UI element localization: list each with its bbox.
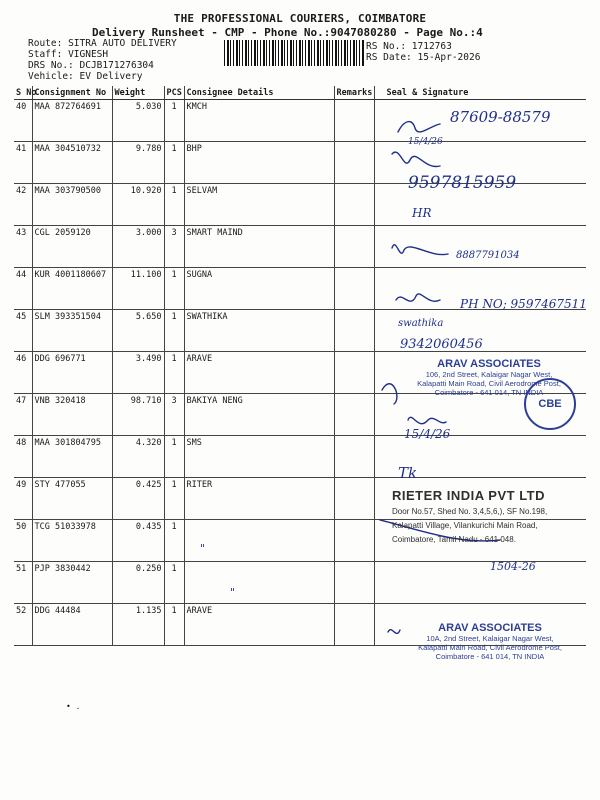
cell-pcs: 1 bbox=[164, 100, 184, 142]
drs-row bbox=[28, 60, 154, 71]
cell-remarks bbox=[334, 520, 374, 562]
col-header-consignee: Consignee Details bbox=[184, 86, 334, 100]
table-row bbox=[14, 100, 586, 142]
handwritten-phone: 87609-88579 bbox=[450, 108, 551, 126]
stamp-address-line: 10A, 2nd Street, Kalaigar Nagar West, bbox=[426, 634, 554, 643]
cell-consignee: SMS bbox=[184, 436, 334, 478]
cell-pcs: 3 bbox=[164, 394, 184, 436]
rieter-stamp bbox=[392, 488, 547, 545]
staff-label: Staff: bbox=[28, 49, 63, 60]
cell-sno: 46 bbox=[14, 352, 32, 394]
rs-number-row bbox=[366, 41, 452, 52]
cell-consignee bbox=[184, 562, 334, 604]
handwritten-note: HR bbox=[412, 206, 432, 220]
sheet-subtitle: Delivery Runsheet - CMP - Phone No.:9047080280 - Page No.:4 bbox=[92, 26, 483, 39]
staff-value: VIGNESH bbox=[68, 49, 109, 60]
col-header-weight: Weight bbox=[112, 86, 164, 100]
col-header-consignment: Consignment No bbox=[32, 86, 112, 100]
cell-remarks bbox=[334, 352, 374, 394]
vehicle-label: Vehicle: bbox=[28, 71, 74, 82]
stamp-address-line: Coimbatore - 641 014, TN INDIA bbox=[435, 652, 545, 661]
cell-signature bbox=[374, 436, 586, 478]
cell-sno: 50 bbox=[14, 520, 32, 562]
handwritten-date: 1504-26 bbox=[490, 560, 536, 573]
cell-consignment: PJP 3830442 bbox=[32, 562, 112, 604]
route-label: Route: bbox=[28, 38, 63, 49]
cell-consignment: SLM 393351504 bbox=[32, 310, 112, 352]
cell-consignment: MAA 301804795 bbox=[32, 436, 112, 478]
cell-sno: 43 bbox=[14, 226, 32, 268]
stamp-company: ARAV ASSOCIATES bbox=[437, 358, 541, 370]
handwritten-phone: 9597815959 bbox=[408, 173, 517, 193]
handwritten-phone: 8887791034 bbox=[456, 250, 520, 261]
cell-sno: 47 bbox=[14, 394, 32, 436]
barcode bbox=[224, 40, 364, 66]
stamp-company: RIETER INDIA PVT LTD bbox=[392, 488, 545, 503]
cell-consignment: MAA 304510732 bbox=[32, 142, 112, 184]
table-row bbox=[14, 436, 586, 478]
rs-number-label: RS No.: bbox=[366, 41, 407, 52]
table-row bbox=[14, 184, 586, 226]
cell-consignee: SMART MAIND bbox=[184, 226, 334, 268]
cell-pcs: 1 bbox=[164, 184, 184, 226]
cell-sno: 40 bbox=[14, 100, 32, 142]
cell-pcs: 3 bbox=[164, 226, 184, 268]
cell-consignee bbox=[184, 520, 334, 562]
arav-stamp-2 bbox=[410, 622, 570, 661]
cell-signature bbox=[374, 562, 586, 604]
cell-weight: 3.000 bbox=[112, 226, 164, 268]
cell-pcs: 1 bbox=[164, 310, 184, 352]
table-row bbox=[14, 562, 586, 604]
cell-sno: 48 bbox=[14, 436, 32, 478]
handwritten-phone: PH NO; 9597467511 bbox=[460, 297, 587, 311]
cell-weight: 1.135 bbox=[112, 604, 164, 646]
cell-consignment: DDG 696771 bbox=[32, 352, 112, 394]
vehicle-value: EV Delivery bbox=[79, 71, 143, 82]
handwritten-phone: 9342060456 bbox=[400, 337, 483, 352]
sheet-title: THE PROFESSIONAL COURIERS, COIMBATORE bbox=[173, 12, 427, 25]
ditto-mark: " bbox=[230, 586, 236, 599]
cell-consignee: SELVAM bbox=[184, 184, 334, 226]
cell-remarks bbox=[334, 562, 374, 604]
route-row bbox=[28, 38, 177, 49]
table-row bbox=[14, 226, 586, 268]
cell-remarks bbox=[334, 100, 374, 142]
rs-date-row bbox=[366, 52, 480, 63]
cell-weight: 0.425 bbox=[112, 478, 164, 520]
col-header-pcs: PCS bbox=[164, 86, 184, 100]
col-header-signature: Seal & Signature bbox=[374, 86, 586, 100]
cell-sno: 44 bbox=[14, 268, 32, 310]
cell-consignment: MAA 872764691 bbox=[32, 100, 112, 142]
cell-signature bbox=[374, 268, 586, 310]
cell-weight: 0.435 bbox=[112, 520, 164, 562]
cell-sno: 41 bbox=[14, 142, 32, 184]
stamp-address-line: 106, 2nd Street, Kalaigar Nagar West, bbox=[425, 370, 553, 379]
drs-label: DRS No.: bbox=[28, 60, 74, 71]
table-row bbox=[14, 394, 586, 436]
cell-sno: 42 bbox=[14, 184, 32, 226]
cell-signature bbox=[374, 100, 586, 142]
cell-weight: 4.320 bbox=[112, 436, 164, 478]
col-header-remarks: Remarks bbox=[334, 86, 374, 100]
rs-date-value: 15-Apr-2026 bbox=[417, 52, 481, 63]
cell-pcs: 1 bbox=[164, 352, 184, 394]
vehicle-row bbox=[28, 71, 142, 82]
cell-consignee: ARAVE bbox=[184, 352, 334, 394]
round-seal-stamp: CBE bbox=[524, 378, 576, 430]
cell-consignee: SUGNA bbox=[184, 268, 334, 310]
cell-sno: 49 bbox=[14, 478, 32, 520]
stamp-address-line: Kalapatti Main Road, Civil Aerodrome Post, bbox=[418, 643, 562, 652]
cell-consignee: RITER bbox=[184, 478, 334, 520]
cell-consignment: MAA 303790500 bbox=[32, 184, 112, 226]
cell-consignee: KMCH bbox=[184, 100, 334, 142]
cell-signature bbox=[374, 226, 586, 268]
cell-remarks bbox=[334, 394, 374, 436]
cell-consignment: TCG 51033978 bbox=[32, 520, 112, 562]
cell-remarks bbox=[334, 604, 374, 646]
cell-signature bbox=[374, 184, 586, 226]
cell-sno: 45 bbox=[14, 310, 32, 352]
drs-value: DCJB171276304 bbox=[79, 60, 154, 71]
route-value: SITRA AUTO DELIVERY bbox=[68, 38, 177, 49]
handwritten-date: 15/4/26 bbox=[404, 427, 451, 441]
cell-pcs: 1 bbox=[164, 478, 184, 520]
handwritten-note: Tk bbox=[398, 464, 418, 482]
cell-signature bbox=[374, 142, 586, 184]
cell-sno: 52 bbox=[14, 604, 32, 646]
table-header-row bbox=[14, 86, 586, 100]
cell-consignment: CGL 2059120 bbox=[32, 226, 112, 268]
cell-pcs: 1 bbox=[164, 142, 184, 184]
table-row bbox=[14, 142, 586, 184]
cell-pcs: 1 bbox=[164, 436, 184, 478]
stamp-address-line: Kalapatti Main Road, Civil Aerodrome Post, bbox=[417, 379, 561, 388]
table-row bbox=[14, 268, 586, 310]
cell-consignment: KUR 4001180607 bbox=[32, 268, 112, 310]
cell-weight: 5.030 bbox=[112, 100, 164, 142]
cell-signature bbox=[374, 310, 586, 352]
col-header-sno: S No bbox=[16, 87, 37, 98]
stamp-address-line: Coimbatore - 641 014, TN INDIA bbox=[434, 388, 544, 397]
cell-consignment: STY 477055 bbox=[32, 478, 112, 520]
page-mark: • . bbox=[66, 702, 81, 711]
cell-weight: 3.490 bbox=[112, 352, 164, 394]
cell-remarks bbox=[334, 142, 374, 184]
rs-number-value: 1712763 bbox=[411, 41, 452, 52]
cell-remarks bbox=[334, 184, 374, 226]
staff-row bbox=[28, 49, 108, 60]
handwritten-date: 15/4/26 bbox=[408, 137, 443, 147]
cell-consignee: ARAVE bbox=[184, 604, 334, 646]
cell-consignee: BHP bbox=[184, 142, 334, 184]
cell-pcs: 1 bbox=[164, 562, 184, 604]
stamp-address-line: Coimbatore, Tamil Nadu - 641 048. bbox=[392, 535, 516, 544]
cell-weight: 10.920 bbox=[112, 184, 164, 226]
cell-weight: 0.250 bbox=[112, 562, 164, 604]
rs-date-label: RS Date: bbox=[366, 52, 412, 63]
cell-remarks bbox=[334, 478, 374, 520]
stamp-company: ARAV ASSOCIATES bbox=[438, 622, 542, 634]
stamp-address-line: Kalapatti Village, Vilankurichi Main Road, bbox=[392, 521, 538, 530]
cell-pcs: 1 bbox=[164, 604, 184, 646]
cell-consignment: VNB 320418 bbox=[32, 394, 112, 436]
cell-remarks bbox=[334, 436, 374, 478]
cell-pcs: 1 bbox=[164, 268, 184, 310]
cell-weight: 9.780 bbox=[112, 142, 164, 184]
cell-consignee: BAKIYA NENG bbox=[184, 394, 334, 436]
cell-remarks bbox=[334, 226, 374, 268]
cell-weight: 5.650 bbox=[112, 310, 164, 352]
cell-weight: 11.100 bbox=[112, 268, 164, 310]
table-row bbox=[14, 310, 586, 352]
stamp-address-line: Door No.57, Shed No. 3,4,5,6,), SF No.198, bbox=[392, 507, 548, 516]
handwritten-name: swathika bbox=[398, 318, 444, 329]
cell-remarks bbox=[334, 268, 374, 310]
cell-consignee: SWATHIKA bbox=[184, 310, 334, 352]
cell-pcs: 1 bbox=[164, 520, 184, 562]
cell-consignment: DDG 44484 bbox=[32, 604, 112, 646]
cell-weight: 98.710 bbox=[112, 394, 164, 436]
ditto-mark: " bbox=[200, 542, 206, 555]
cell-remarks bbox=[334, 310, 374, 352]
cell-sno: 51 bbox=[14, 562, 32, 604]
